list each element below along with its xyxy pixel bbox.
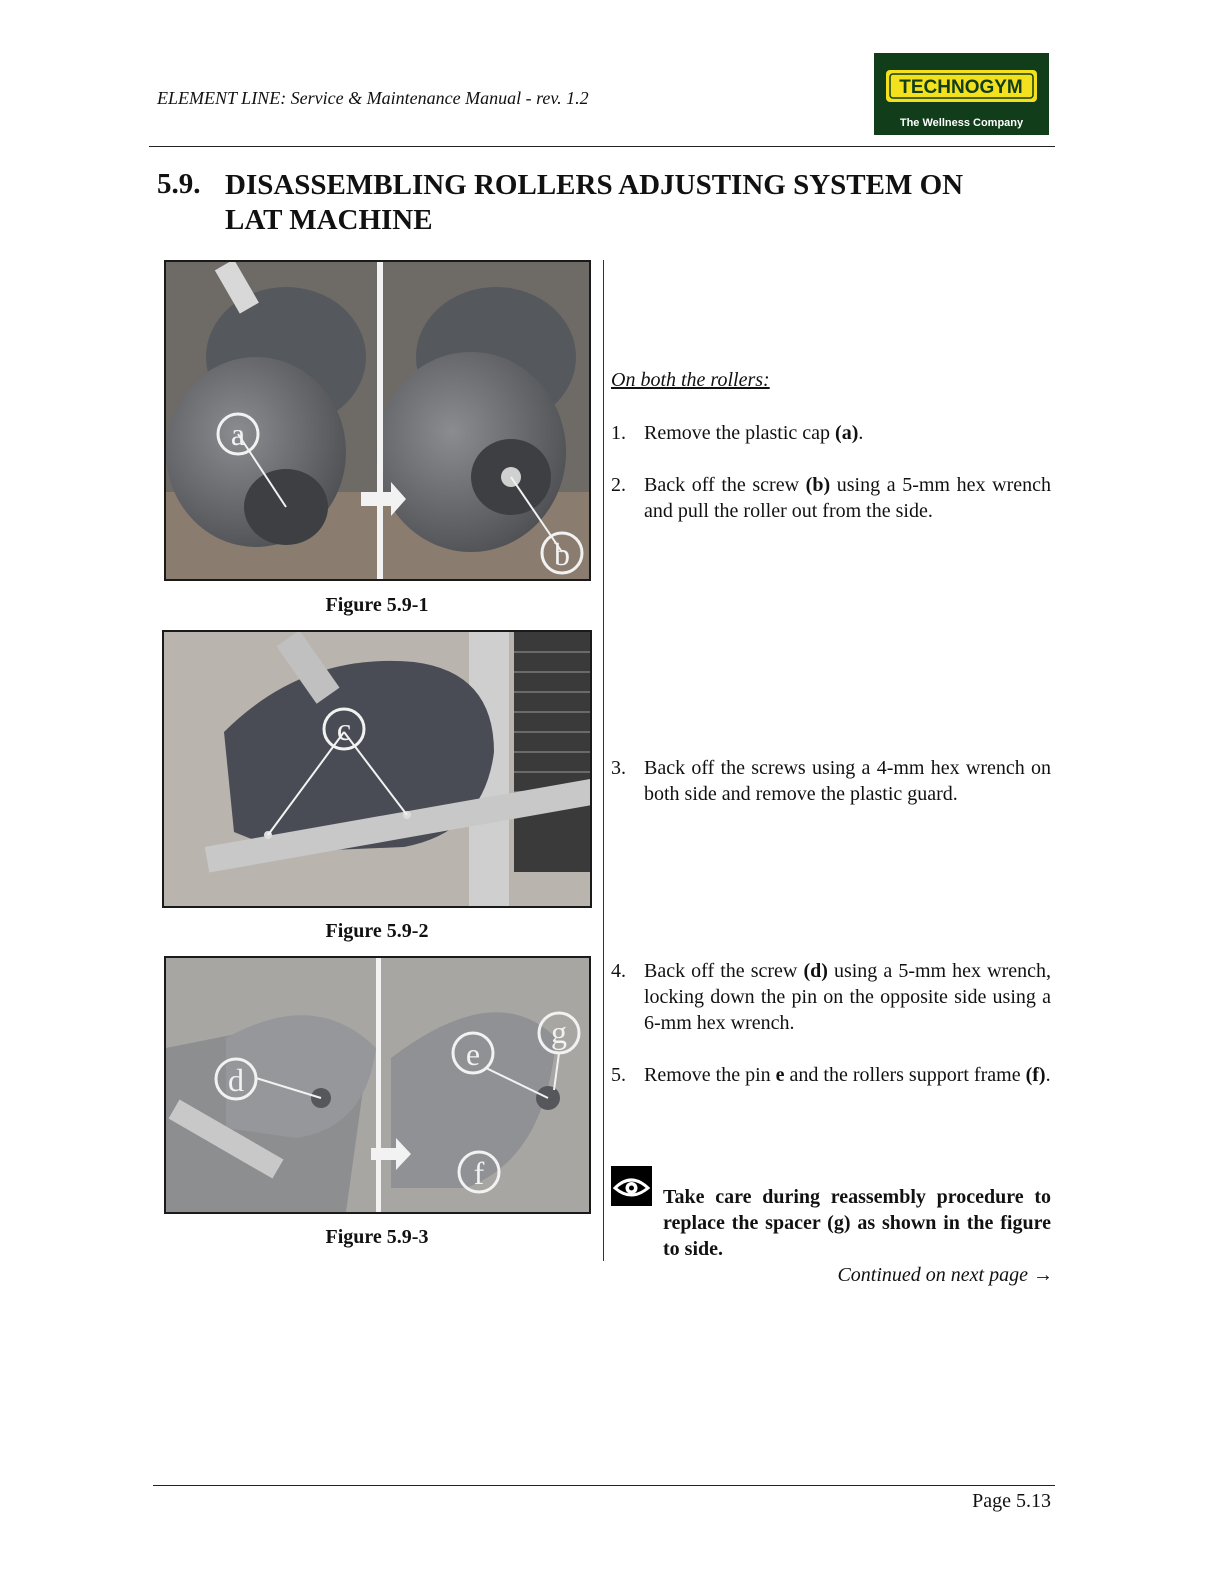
- step-1: 1. Remove the plastic cap (a).: [611, 422, 864, 444]
- step-5: 5. Remove the pin e and the rollers support frame (f).: [611, 1064, 1051, 1086]
- step-2: 2. Back off the screw (b) using a 5-mm hex wrench and pull the roller out from the side.: [611, 474, 1051, 522]
- header-rule: [149, 146, 1055, 147]
- figure-5-9-1-caption: Figure 5.9-1: [325, 594, 429, 616]
- section-number: 5.9.: [157, 168, 201, 200]
- intro-text: On both the rollers:: [611, 369, 770, 391]
- reassembly-note: Take care during reassembly procedure to replace the spacer (g) as shown in the figure to side.: [663, 1186, 1051, 1260]
- step-4: 4. Back off the screw (d) using a 5-mm hex wrench, locking down the pin on the opposite side using a 6-mm hex wrench.: [611, 960, 1051, 1034]
- label-c: c: [336, 711, 352, 747]
- svg-text:TECHNOGYM: TECHNOGYM: [899, 77, 1023, 98]
- continued-notice: Continued on next page →: [837, 1264, 1053, 1286]
- label-g: g: [551, 1014, 567, 1050]
- label-b: b: [554, 536, 570, 572]
- figure-5-9-2-photo: [162, 630, 592, 908]
- technogym-logo: [874, 53, 1049, 135]
- column-divider: [603, 260, 604, 1261]
- label-f: f: [473, 1155, 485, 1191]
- logo-wordmark: [884, 66, 1039, 106]
- figure-5-9-1-photo: [164, 260, 591, 581]
- label-d: d: [228, 1062, 244, 1098]
- step-3: 3. Back off the screws using a 4-mm hex wrench on both side and remove the plastic guard.: [611, 757, 1051, 805]
- page-number: Page 5.13: [972, 1490, 1051, 1512]
- figure-5-9-2-caption: Figure 5.9-2: [325, 920, 429, 942]
- figure-5-9-3-caption: Figure 5.9-3: [325, 1226, 429, 1248]
- label-a: a: [230, 416, 246, 452]
- logo-tagline: The Wellness Company: [899, 117, 1024, 129]
- running-header: ELEMENT LINE: Service & Maintenance Manual - rev. 1.2: [157, 88, 589, 108]
- eye-icon: [611, 1166, 652, 1206]
- footer-rule: [153, 1485, 1055, 1486]
- section-title: DISASSEMBLING ROLLERS ADJUSTING SYSTEM ON LAT MACHINE: [225, 169, 964, 236]
- figure-5-9-3-photo: [164, 956, 591, 1214]
- label-e: e: [465, 1036, 481, 1072]
